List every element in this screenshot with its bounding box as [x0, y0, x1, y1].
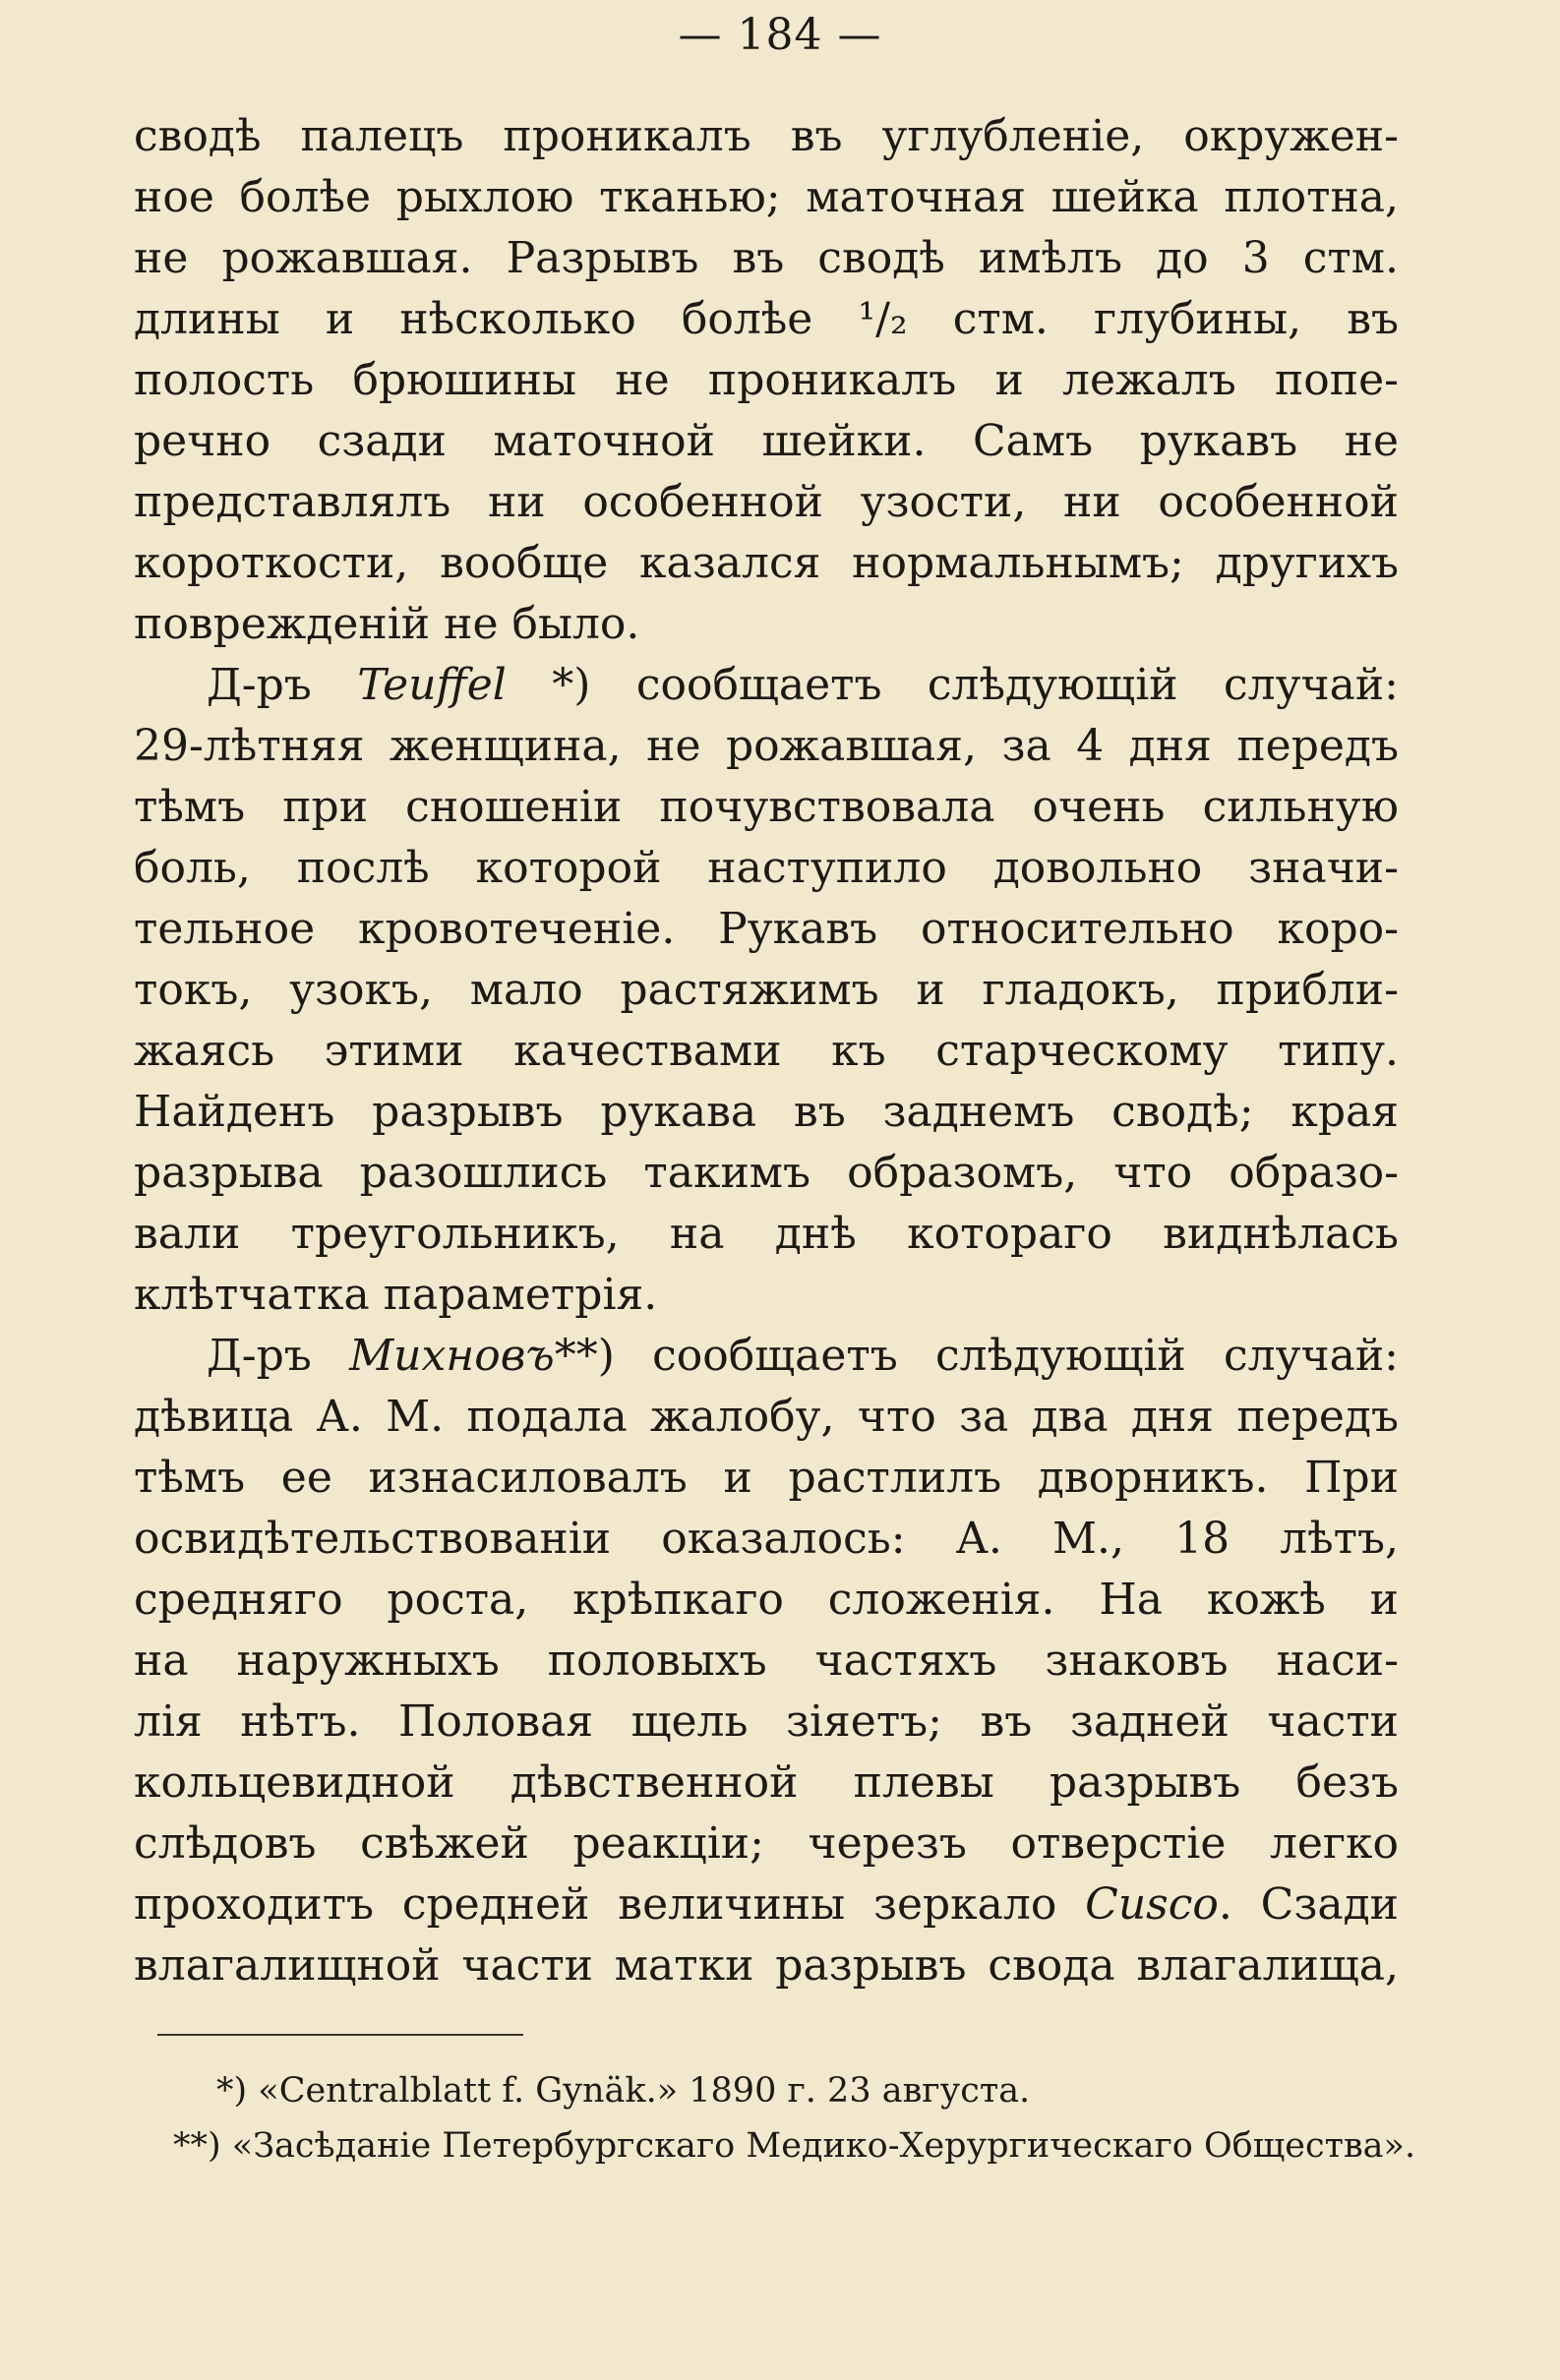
text-line: тѣмъ ее изнасиловалъ и растлилъ дворникъ. При: [134, 1453, 1399, 1503]
footnotes: [0, 2063, 1560, 2173]
text-line: полость брюшины не проникалъ и лежалъ попе-: [134, 355, 1399, 405]
text-line: жаясь этими качествами къ старческому типу.: [134, 1026, 1399, 1076]
author-name: Teuffel: [357, 660, 507, 710]
paragraph: [134, 655, 1399, 1326]
text-line: токъ, узокъ, мало растяжимъ и гладокъ, прибли-: [134, 965, 1399, 1015]
body-text: [134, 106, 1399, 1996]
text-line: кольцевидной дѣвственной плевы разрывъ безъ: [134, 1757, 1399, 1808]
text-line: тѣмъ при сношеніи почувствовала очень сильную: [134, 782, 1399, 832]
page-number: — 184 —: [678, 10, 882, 60]
paragraph: [134, 1326, 1399, 1996]
text-line: разрыва разошлись такимъ образомъ, что образо-: [134, 1148, 1399, 1198]
text-fragment: проходитъ средней величины зеркало: [134, 1879, 1086, 1930]
text-line: [134, 1326, 1399, 1387]
text-fragment: . Сзади: [1218, 1879, 1399, 1930]
text-line: на наружныхъ половыхъ частяхъ знаковъ наси-: [134, 1636, 1399, 1686]
author-name: Михновъ: [349, 1331, 555, 1381]
text-fragment: Д-ръ: [207, 660, 358, 710]
text-line: освидѣтельствованіи оказалось: А. М., 18 лѣтъ,: [134, 1514, 1399, 1564]
text-line: поврежденій не было.: [134, 599, 640, 649]
text-line: слѣдовъ свѣжей реакціи; черезъ отверстіе легко: [134, 1818, 1399, 1869]
text-line: длины и нѣсколько болѣе ¹/₂ стм. глубины, въ: [134, 294, 1399, 344]
footnote: **) «Засѣданіе Петербургскаго Медико-Херургическаго Общества».: [173, 2126, 1416, 2166]
footnote: *) «Centralblatt f. Gynäk.» 1890 г. 23 августа.: [216, 2071, 1031, 2111]
text-line: тельное кровотеченіе. Рукавъ относительно коро-: [134, 904, 1399, 954]
text-line: [134, 1874, 1399, 1935]
text-line: речно сзади маточной шейки. Самъ рукавъ не: [134, 416, 1399, 466]
text-line: не рожавшая. Разрывъ въ сводѣ имѣлъ до 3 стм.: [134, 233, 1399, 283]
text-line: 29-лѣтняя женщина, не рожавшая, за 4 дня передъ: [134, 721, 1399, 771]
text-line: клѣтчатка параметрія.: [134, 1270, 658, 1320]
text-line: короткости, вообще казался нормальнымъ; другихъ: [134, 538, 1399, 588]
text-line: Найденъ разрывъ рукава въ заднемъ сводѣ; края: [134, 1087, 1399, 1137]
text-line: влагалищной части матки разрывъ свода влагалища,: [134, 1940, 1399, 1991]
text-fragment: Д-ръ: [207, 1331, 350, 1381]
text-line: [134, 655, 1399, 716]
text-line: боль, послѣ которой наступило довольно значи-: [134, 843, 1399, 893]
instrument-name: Cusco: [1085, 1879, 1219, 1930]
paragraph: [134, 106, 1399, 655]
text-line: лія нѣтъ. Половая щель зіяетъ; въ задней части: [134, 1696, 1399, 1747]
text-line: сводѣ палецъ проникалъ въ углубленіе, окружен-: [134, 111, 1399, 161]
text-fragment: **) сообщаетъ слѣдующій случай:: [554, 1331, 1399, 1381]
text-line: ное болѣе рыхлою тканью; маточная шейка плотна,: [134, 172, 1399, 222]
footnote-rule: [157, 2034, 523, 2036]
text-line: средняго роста, крѣпкаго сложенія. На кожѣ и: [134, 1575, 1399, 1625]
text-fragment: *) сообщаетъ слѣдующій случай:: [506, 660, 1399, 710]
text-line: представлялъ ни особенной узости, ни особенной: [134, 477, 1399, 527]
text-line: дѣвица А. М. подала жалобу, что за два дня передъ: [134, 1392, 1399, 1442]
text-line: вали треугольникъ, на днѣ котораго виднѣлась: [134, 1209, 1399, 1259]
